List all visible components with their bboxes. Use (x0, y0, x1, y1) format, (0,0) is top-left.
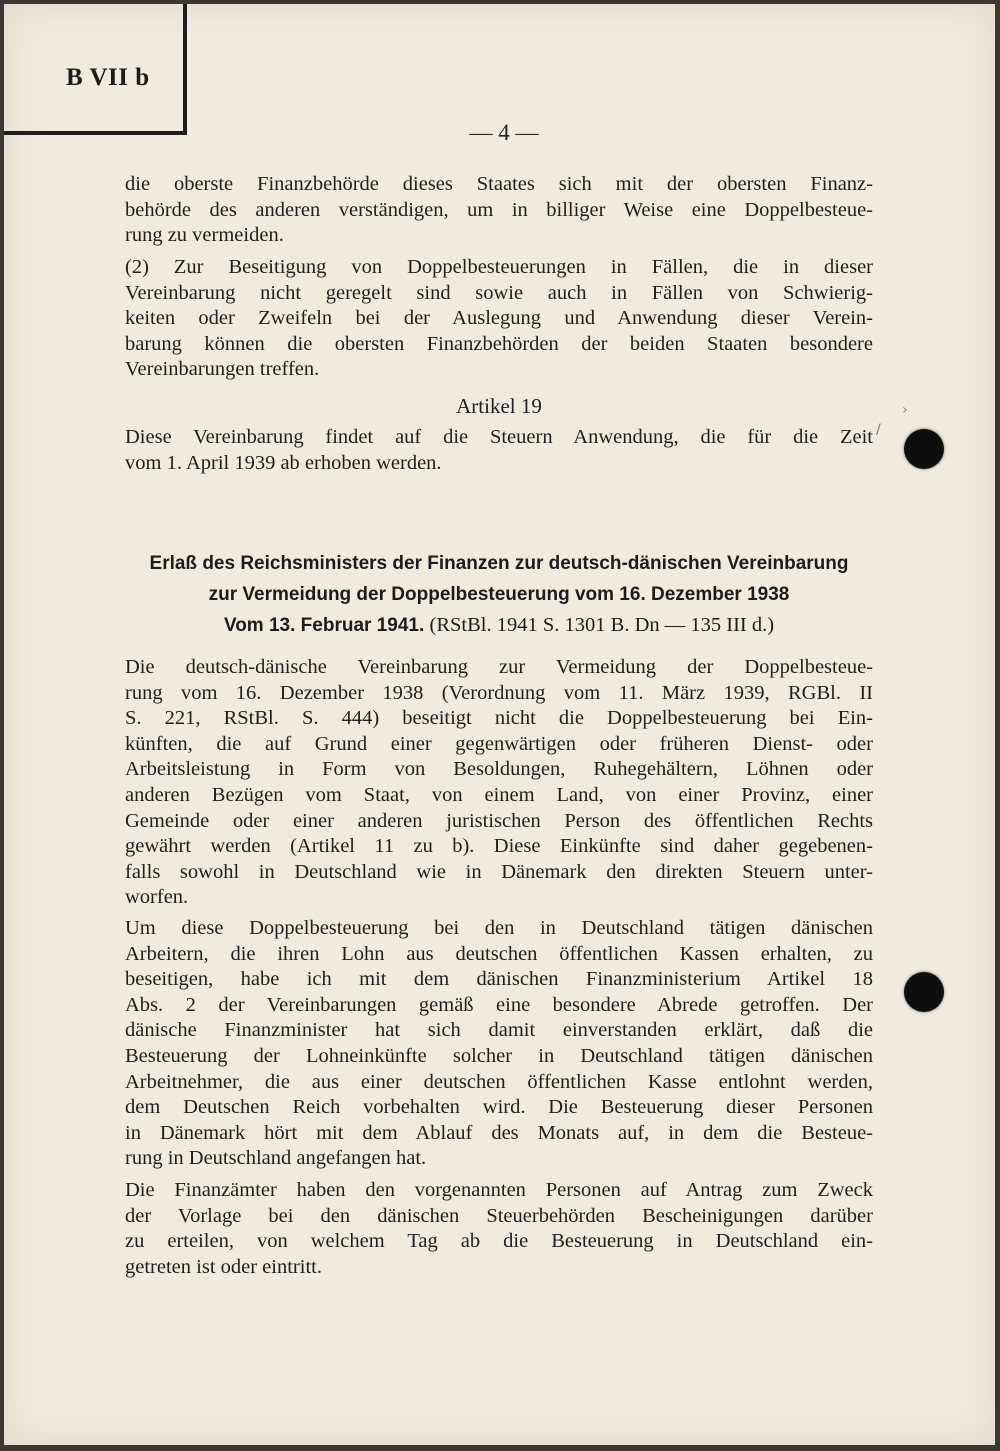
paragraph-2 (125, 255, 873, 383)
text-line: vom 1. April 1939 ab erhoben werden. (125, 451, 442, 474)
text-line: künften, die auf Grund einer gegenwärtigen oder früheren Dienst- oder (125, 732, 873, 755)
punch-hole (904, 972, 944, 1012)
text-line: Diese Vereinbarung findet auf die Steuern Anwendung, die für die Zeit (125, 426, 873, 448)
text-line: Besteuerung der Lohneinkünfte solcher in Deutschland tätigen dänischen (125, 1044, 873, 1067)
decree-title-line: Erlaß des Reichsministers der Finanzen zur deutsch-dänischen Vereinbarung (149, 553, 849, 574)
text-line: Die deutsch-dänische Vereinbarung zur Vermeidung der Doppelbesteue- (125, 656, 873, 678)
text-line: beseitigen, habe ich mit dem dänischen Finanzministerium Artikel 18 (125, 968, 873, 991)
text-line: S. 221, RStBl. S. 444) beseitigt nicht die Doppelbesteuerung bei Ein- (125, 707, 873, 730)
text-line: Arbeitnehmer, die aus einer deutschen öffentlichen Kasse entlohnt werden, (125, 1070, 873, 1093)
decree-reference: (RStBl. 1941 S. 1301 B. Dn — 135 III d.) (429, 614, 775, 636)
text-line: rung vom 16. Dezember 1938 (Verordnung vom 11. März 1939, RGBl. II (125, 681, 873, 704)
text-line: in Dänemark hört mit dem Ablauf des Monats auf, in dem die Besteue- (125, 1121, 873, 1144)
document-page (4, 4, 995, 1445)
decree-title-line: zur Vermeidung der Doppelbesteuerung vom 16. Dezember 1938 (208, 584, 790, 605)
text-line: anderen Bezügen vom Staat, von einem Land, von einer Provinz, einer (125, 783, 873, 806)
text-line: der Vorlage bei den dänischen Steuerbehörden Bescheinigungen darüber (125, 1204, 873, 1227)
text-line: barung können die obersten Finanzbehörden der beiden Staaten besondere (125, 332, 873, 355)
text-line: Die Finanzämter haben den vorgenannten Personen auf Antrag zum Zweck (125, 1179, 873, 1201)
body-paragraph-3 (125, 1178, 873, 1280)
text-line: Gemeinde oder einer anderen juristischen Person des öffentlichen Rechts (125, 809, 873, 832)
text-line: Arbeitsleistung in Form von Besoldungen, Ruhegehältern, Löhnen oder (125, 758, 873, 781)
punch-hole (904, 429, 944, 469)
text-line: Um diese Doppelbesteuerung bei den in Deutschland tätigen dänischen (125, 917, 873, 939)
text-line: behörde des anderen verständigen, um in billiger Weise eine Doppelbesteue- (125, 198, 873, 221)
text-line: dänische Finanzminister hat sich damit einverstanden erklärt, daß die (125, 1019, 873, 1042)
text-line: Vereinbarung nicht geregelt sind sowie auch in Fällen von Schwierig- (125, 281, 873, 304)
text-line: die oberste Finanzbehörde dieses Staates sich mit der obersten Finanz- (125, 173, 873, 195)
article-19-heading: Artikel 19 (456, 394, 542, 418)
decree-date-line (125, 610, 873, 641)
text-line: rung zu vermeiden. (125, 224, 284, 247)
text-line: Vereinbarungen treffen. (125, 358, 320, 381)
text-line: Arbeitern, die ihren Lohn aus deutschen öffentlichen Kassen erhalten, zu (125, 942, 873, 965)
pencil-mark-icon: › (902, 402, 908, 418)
section-label: B VII b (66, 64, 150, 91)
text-line: gewährt werden (Artikel 11 zu b). Diese Einkünfte sind daher gegebenen- (125, 835, 873, 858)
text-line: (2) Zur Beseitigung von Doppelbesteuerungen in Fällen, die in dieser (125, 256, 873, 278)
text-line: keiten oder Zweifeln bei der Auslegung und Anwendung dieser Verein- (125, 307, 873, 330)
pencil-mark-icon: / (876, 422, 881, 438)
article-19-text (125, 425, 873, 476)
continued-paragraph (125, 172, 873, 249)
text-line: Abs. 2 der Vereinbarungen gemäß eine besondere Abrede getroffen. Der (125, 993, 873, 1016)
text-line: getreten ist oder eintritt. (125, 1255, 322, 1278)
body-paragraph-2 (125, 916, 873, 1172)
text-line: worfen. (125, 886, 189, 909)
decree-date: Vom 13. Februar 1941. (223, 615, 425, 636)
text-line: falls sowohl in Deutschland wie in Dänemark den direkten Steuern unter- (125, 860, 873, 883)
body-paragraph-1 (125, 655, 873, 911)
text-line: zu erteilen, von welchem Tag ab die Besteuerung in Deutschland ein- (125, 1230, 873, 1253)
text-line: rung in Deutschland angefangen hat. (125, 1147, 427, 1170)
text-line: dem Deutschen Reich vorbehalten wird. Die Besteuerung dieser Personen (125, 1096, 873, 1119)
decree-title (125, 548, 873, 641)
page-number: — 4 — (469, 120, 539, 145)
